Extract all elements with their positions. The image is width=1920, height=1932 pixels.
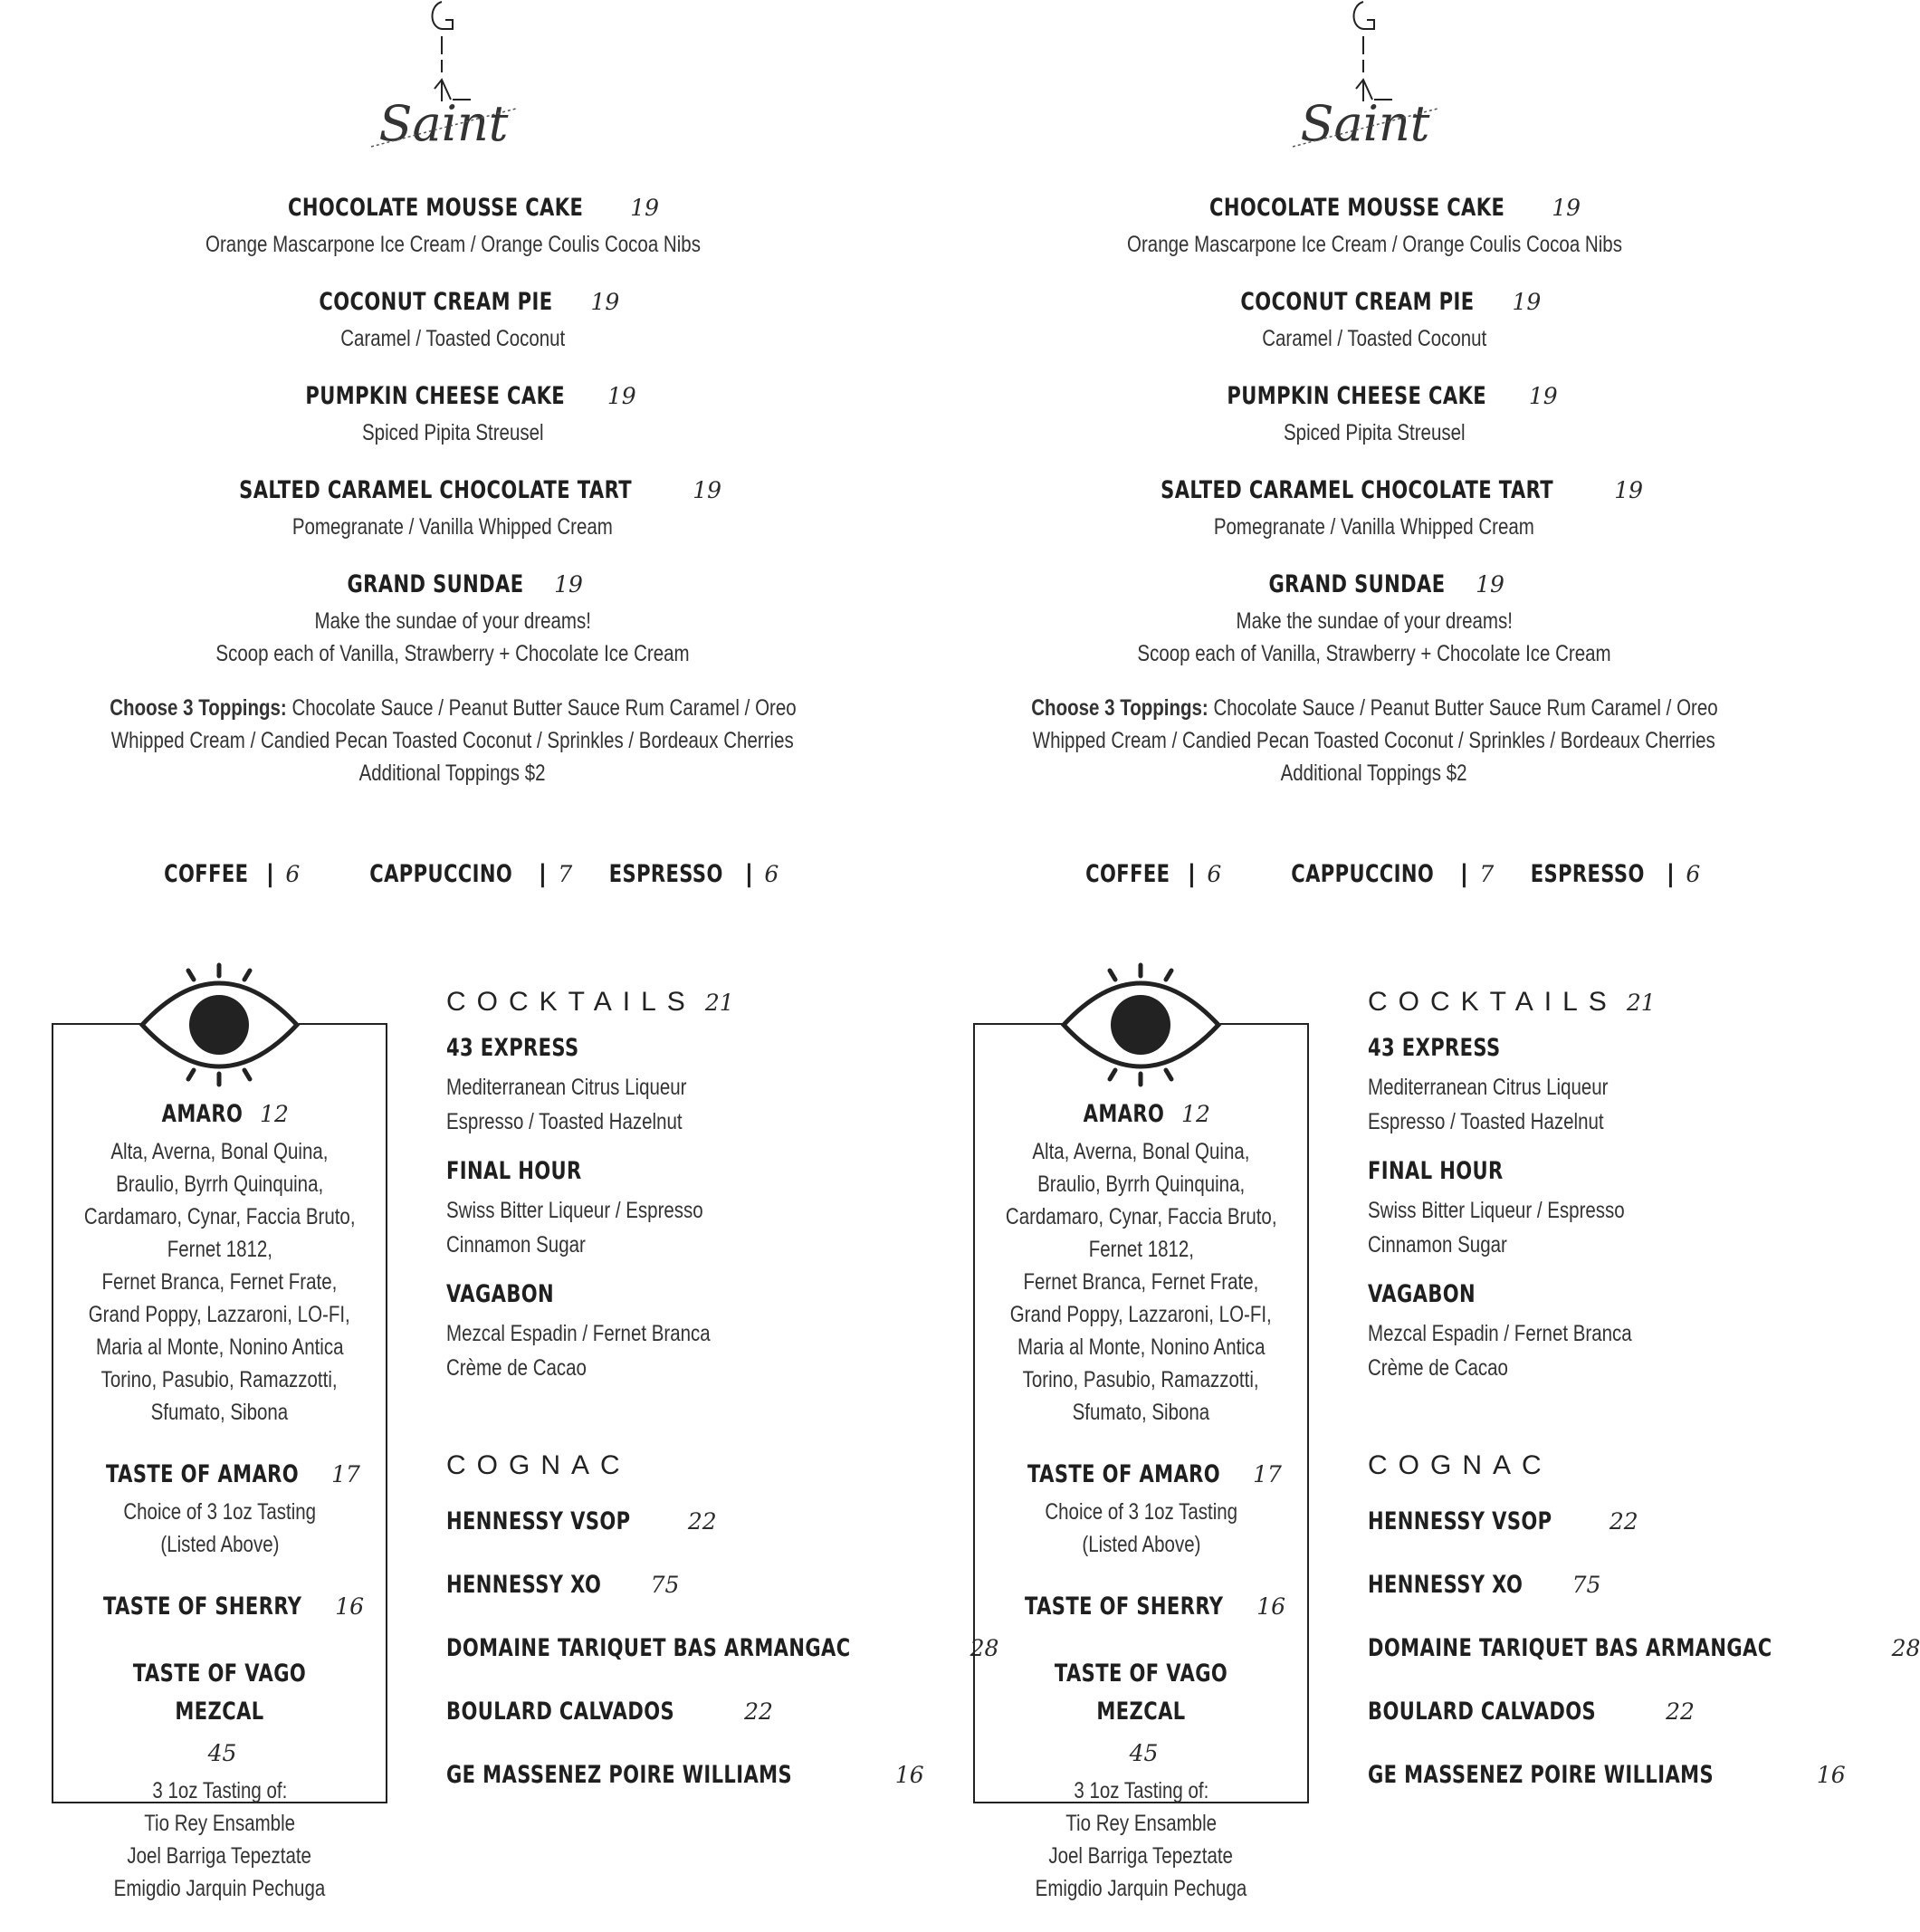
amaro-list <box>973 1095 1309 1932</box>
dessert-name: CHOCOLATE MOUSSE CAKE <box>287 194 584 222</box>
cocktails-title: COCKTAILS <box>1368 987 1618 1017</box>
dessert-item <box>922 473 1827 545</box>
toppings-line2: Whipped Cream / Candied Pecan Toasted Coconut / Sprinkles / Bordeaux Cherries <box>111 728 794 753</box>
cognac-item <box>446 1566 899 1608</box>
dessert-description-line <box>0 607 905 639</box>
cocktail-description: Crème de Cacao <box>446 1355 587 1381</box>
cognac-name: HENNESSY VSOP <box>1368 1507 1552 1535</box>
dessert-description: Orange Mascarpone Ice Cream / Orange Coulis Cocoa Nibs <box>205 232 701 257</box>
cognac-name: BOULARD CALVADOS <box>446 1698 675 1726</box>
dessert-name: GRAND SUNDAE <box>1268 570 1446 598</box>
amaro-list <box>52 1095 387 1932</box>
cognac-item <box>446 1503 899 1545</box>
dessert-price: 19 <box>1614 477 1643 503</box>
cognac-name: HENNESSY XO <box>1368 1571 1524 1599</box>
cognac-name: HENNESSY XO <box>446 1571 602 1599</box>
dessert-title-row <box>922 284 1827 324</box>
amaro-item-line <box>52 1202 387 1235</box>
amaro-title-row <box>973 1655 1309 1776</box>
amaro-item-line <box>52 1333 387 1365</box>
cocktail-description: Mediterranean Citrus Liqueur <box>1368 1075 1609 1100</box>
amaro-item-text: (Listed Above) <box>1081 1532 1201 1557</box>
cognac-price: 75 <box>1571 1572 1601 1598</box>
amaro-item-line <box>52 1841 387 1874</box>
amaro-item-line <box>973 1137 1309 1170</box>
amaro-item-text: Emigdio Jarquin Pechuga <box>1035 1876 1247 1901</box>
cognac-price: 22 <box>687 1508 717 1535</box>
dessert-name: PUMPKIN CHEESE CAKE <box>1227 382 1487 410</box>
cocktail-title-row <box>446 1028 899 1072</box>
logo-script-text: Saint <box>1300 95 1430 152</box>
hot-drink-item <box>1271 860 1494 888</box>
cocktail-name: VAGABON <box>446 1280 555 1308</box>
amaro-item-line <box>973 1776 1309 1809</box>
toppings-line3: Additional Toppings $2 <box>359 760 546 786</box>
hot-drink-separator: | <box>538 860 548 888</box>
dessert-description: Spiced Pipita Streusel <box>1283 420 1466 445</box>
cocktail-title-row <box>1368 1152 1820 1195</box>
amaro-title-row <box>973 1456 1309 1497</box>
dessert-description: Caramel / Toasted Coconut <box>339 326 566 351</box>
cocktail-description-line <box>1368 1353 1820 1387</box>
amaro-item-text: Cardamaro, Cynar, Faccia Bruto, <box>83 1204 356 1229</box>
cognac-price: 75 <box>650 1572 680 1598</box>
dessert-item <box>922 284 1827 357</box>
dessert-description-line <box>922 607 1827 639</box>
dessert-name: SALTED CARAMEL CHOCOLATE TART <box>1161 476 1554 504</box>
dessert-item <box>0 284 905 357</box>
dessert-name: CHOCOLATE MOUSSE CAKE <box>1208 194 1505 222</box>
dessert-description: Orange Mascarpone Ice Cream / Orange Coulis Cocoa Nibs <box>1126 232 1622 257</box>
amaro-item-line <box>52 1300 387 1333</box>
amaro-item-line <box>52 1874 387 1907</box>
cognac-title: COGNAC <box>446 1450 631 1480</box>
hot-drink-separator: | <box>744 860 754 888</box>
cocktail-name: FINAL HOUR <box>446 1157 582 1185</box>
cocktail-description-line <box>1368 1229 1820 1264</box>
dessert-description-line <box>922 418 1827 451</box>
cocktail-name: VAGABON <box>1368 1280 1476 1308</box>
cocktail-item <box>1368 1152 1820 1264</box>
eye-icon <box>1057 960 1225 1095</box>
toppings-label: Choose 3 Toppings: <box>109 695 287 721</box>
cocktail-title-row <box>446 1152 899 1195</box>
cognac-price: 22 <box>1609 1508 1638 1535</box>
dessert-description-line <box>922 512 1827 545</box>
amaro-item-price: 16 <box>335 1593 365 1620</box>
toppings-line-1: Chocolate Sauce / Peanut Butter Sauce Rum Caramel / Oreo <box>1212 695 1718 721</box>
cognac-item <box>1368 1630 1920 1671</box>
amaro-item-line <box>52 1235 387 1267</box>
dessert-name: GRAND SUNDAE <box>347 570 524 598</box>
amaro-item-name: TASTE OF SHERRY <box>1024 1592 1224 1621</box>
toppings-label: Choose 3 Toppings: <box>1030 695 1208 721</box>
amaro-item-name: TASTE OF AMARO <box>106 1460 300 1488</box>
cocktail-description: Cinnamon Sugar <box>446 1232 586 1258</box>
hot-drink-separator: | <box>265 860 275 888</box>
amaro-item-text: 3 1oz Tasting of: <box>1074 1778 1208 1803</box>
amaro-item-text: Cardamaro, Cynar, Faccia Bruto, <box>1005 1204 1277 1229</box>
hot-drink-item <box>152 860 300 888</box>
cognac-price: 28 <box>1891 1635 1920 1661</box>
dessert-name: COCONUT CREAM PIE <box>1240 288 1475 316</box>
hot-drink-price: 6 <box>1207 861 1222 887</box>
amaro-item-text: Joel Barriga Tepeztate <box>1048 1843 1234 1869</box>
hot-drink-item <box>349 860 572 888</box>
cocktail-item <box>1368 1028 1820 1141</box>
dessert-name: PUMPKIN CHEESE CAKE <box>305 382 566 410</box>
amaro-item-line <box>973 1267 1309 1300</box>
hot-drink-item <box>1514 860 1700 888</box>
amaro-item-text: Choice of 3 1oz Tasting <box>123 1499 316 1525</box>
amaro-item-line <box>973 1530 1309 1563</box>
dessert-item <box>922 378 1827 451</box>
amaro-item-line <box>973 1300 1309 1333</box>
amaro-item-text: Sfumato, Sibona <box>150 1400 289 1425</box>
amaro-item-price: 45 <box>1129 1740 1159 1766</box>
cocktail-description-line <box>446 1106 899 1141</box>
amaro-item-line <box>973 1398 1309 1430</box>
cognac-item <box>1368 1566 1820 1608</box>
right-column <box>1368 987 1920 1798</box>
cognac-list <box>446 1503 999 1798</box>
cocktail-description: Espresso / Toasted Hazelnut <box>1368 1109 1604 1134</box>
amaro-item-price: 45 <box>207 1740 237 1766</box>
cocktail-description: Mediterranean Citrus Liqueur <box>446 1075 687 1100</box>
hot-drink-price: 7 <box>1479 861 1495 887</box>
amaro-item-line <box>52 1776 387 1809</box>
dessert-item <box>0 567 905 672</box>
dessert-title-row <box>922 567 1827 607</box>
desserts-section <box>0 190 905 791</box>
hot-drink-name: ESPRESSO <box>1530 860 1645 888</box>
amaro-item-name: AMARO <box>161 1100 244 1128</box>
cognac-item <box>1368 1693 1820 1735</box>
amaro-title-row <box>52 1456 387 1497</box>
hot-drink-item <box>593 860 779 888</box>
amaro-title-row <box>52 1655 387 1776</box>
dessert-description-line <box>0 512 905 545</box>
amaro-item-line <box>52 1497 387 1530</box>
cocktail-description: Swiss Bitter Liqueur / Espresso <box>446 1198 703 1223</box>
amaro-item-price: 17 <box>1253 1461 1282 1487</box>
amaro-item-line <box>52 1137 387 1170</box>
hot-drink-name: CAPPUCCINO <box>369 860 513 888</box>
cognac-name: GE MASSENEZ POIRE WILLIAMS <box>446 1761 793 1789</box>
amaro-item-text: Fernet 1812, <box>1088 1237 1194 1262</box>
amaro-item-line <box>973 1170 1309 1202</box>
amaro-item-price: 12 <box>260 1101 289 1127</box>
cocktails-price: 21 <box>704 990 734 1016</box>
dessert-description: Scoop each of Vanilla, Strawberry + Chocolate Ice Cream <box>215 641 690 666</box>
cocktail-description-line <box>1368 1106 1820 1141</box>
dessert-price: 19 <box>607 383 636 409</box>
dessert-price: 19 <box>590 289 620 315</box>
toppings-line <box>0 759 905 791</box>
hot-drink-name: COFFEE <box>1085 860 1170 888</box>
toppings-text <box>110 693 796 723</box>
cocktail-item <box>446 1275 899 1387</box>
amaro-title-row <box>52 1095 387 1137</box>
amaro-box-item <box>52 1095 387 1430</box>
cocktail-description: Crème de Cacao <box>1368 1355 1508 1381</box>
toppings-line <box>0 726 905 759</box>
dessert-description-line <box>922 324 1827 357</box>
hot-drink-name: COFFEE <box>164 860 249 888</box>
amaro-item-text: Tio Rey Ensamble <box>144 1811 295 1836</box>
cognac-name: GE MASSENEZ POIRE WILLIAMS <box>1368 1761 1715 1789</box>
cognac-price: 16 <box>894 1762 924 1788</box>
cocktails-title: COCKTAILS <box>446 987 696 1017</box>
amaro-item-name: TASTE OF AMARO <box>1027 1460 1221 1488</box>
hot-drink-separator: | <box>1666 860 1676 888</box>
cocktails-price: 21 <box>1626 990 1656 1016</box>
dessert-price: 19 <box>630 195 660 221</box>
dessert-title-row <box>922 378 1827 418</box>
cognac-price: 16 <box>1816 1762 1846 1788</box>
amaro-box-item <box>52 1456 387 1563</box>
cocktail-title-row <box>1368 1275 1820 1318</box>
amaro-item-name: TASTE OF VAGO MEZCAL <box>1054 1659 1228 1726</box>
toppings-line <box>922 693 1827 726</box>
dessert-description: Pomegranate / Vanilla Whipped Cream <box>291 514 613 540</box>
cocktail-description-line <box>446 1072 899 1106</box>
dessert-description: Pomegranate / Vanilla Whipped Cream <box>1213 514 1534 540</box>
cocktail-description: Cinnamon Sugar <box>1368 1232 1507 1258</box>
dessert-description: Make the sundae of your dreams! <box>314 608 591 634</box>
dessert-price: 19 <box>1512 289 1542 315</box>
cognac-price: 22 <box>1666 1698 1695 1725</box>
cocktail-description: Swiss Bitter Liqueur / Espresso <box>1368 1198 1625 1223</box>
menu-panel-right <box>922 0 1920 1901</box>
cocktail-description-line <box>1368 1195 1820 1229</box>
dessert-item <box>0 378 905 451</box>
saint-logo <box>1256 0 1474 154</box>
dessert-description-line <box>0 230 905 263</box>
amaro-item-line <box>52 1530 387 1563</box>
cocktail-title-row <box>446 1275 899 1318</box>
cognac-heading <box>1368 1450 1820 1481</box>
cocktail-name: 43 EXPRESS <box>446 1034 579 1062</box>
dessert-price: 19 <box>554 571 583 598</box>
dessert-description: Make the sundae of your dreams! <box>1236 608 1513 634</box>
dessert-title-row <box>0 190 905 230</box>
dessert-description-line <box>0 324 905 357</box>
dessert-price: 19 <box>1528 383 1558 409</box>
cocktails-list <box>1368 1028 1820 1387</box>
cognac-name: DOMAINE TARIQUET BAS ARMANGAC <box>446 1634 851 1662</box>
hot-drink-separator: | <box>1187 860 1197 888</box>
cocktail-name: FINAL HOUR <box>1368 1157 1504 1185</box>
dessert-title-row <box>922 473 1827 512</box>
amaro-item-text: Grand Poppy, Lazzaroni, LO-FI, <box>88 1302 351 1327</box>
amaro-item-text: Braulio, Byrrh Quinquina, <box>1036 1172 1246 1197</box>
dessert-description-line <box>0 639 905 672</box>
toppings-line2: Whipped Cream / Candied Pecan Toasted Coconut / Sprinkles / Bordeaux Cherries <box>1033 728 1715 753</box>
cognac-item <box>446 1630 999 1671</box>
dessert-description-line <box>922 230 1827 263</box>
amaro-item-line <box>973 1874 1309 1907</box>
amaro-item-text: Alta, Averna, Bonal Quina, <box>1032 1139 1250 1164</box>
hot-drink-price: 6 <box>1686 861 1701 887</box>
toppings-line <box>0 693 905 726</box>
toppings-line3: Additional Toppings $2 <box>1281 760 1467 786</box>
hot-drink-price: 7 <box>558 861 573 887</box>
dessert-description: Caramel / Toasted Coconut <box>1261 326 1487 351</box>
dessert-item <box>0 190 905 263</box>
amaro-item-text: Tio Rey Ensamble <box>1065 1811 1217 1836</box>
amaro-box-item <box>52 1588 387 1630</box>
amaro-title-row <box>973 1588 1309 1630</box>
cognac-title: COGNAC <box>1368 1450 1552 1480</box>
cognac-name: BOULARD CALVADOS <box>1368 1698 1597 1726</box>
amaro-item-line <box>52 1365 387 1398</box>
amaro-item-name: TASTE OF SHERRY <box>102 1592 302 1621</box>
dessert-item <box>922 567 1827 672</box>
amaro-item-text: Braulio, Byrrh Quinquina, <box>115 1172 324 1197</box>
dessert-item <box>922 190 1827 263</box>
cocktail-name: 43 EXPRESS <box>1368 1034 1501 1062</box>
amaro-item-text: Maria al Monte, Nonino Antica <box>95 1334 344 1360</box>
cocktail-description-line <box>446 1353 899 1387</box>
amaro-item-price: 16 <box>1256 1593 1286 1620</box>
cognac-item <box>1368 1756 1846 1798</box>
amaro-item-text: (Listed Above) <box>159 1532 280 1557</box>
amaro-box-item <box>52 1655 387 1907</box>
amaro-item-text: Joel Barriga Tepeztate <box>127 1843 312 1869</box>
cocktail-description-line <box>446 1229 899 1264</box>
saint-logo <box>335 0 552 154</box>
amaro-item-line <box>973 1365 1309 1398</box>
desserts-section <box>922 190 1827 791</box>
amaro-item-text: Sfumato, Sibona <box>1072 1400 1210 1425</box>
amaro-item-name: AMARO <box>1083 1100 1165 1128</box>
dessert-description: Scoop each of Vanilla, Strawberry + Chocolate Ice Cream <box>1137 641 1611 666</box>
amaro-title-row <box>973 1095 1309 1137</box>
amaro-item-line <box>973 1809 1309 1841</box>
hot-drink-name: ESPRESSO <box>608 860 723 888</box>
amaro-item-text: 3 1oz Tasting of: <box>152 1778 287 1803</box>
dessert-price: 19 <box>1552 195 1581 221</box>
amaro-item-text: Torino, Pasubio, Ramazzotti, <box>101 1367 338 1392</box>
cognac-price: 28 <box>970 1635 999 1661</box>
amaro-item-line <box>52 1809 387 1841</box>
cocktail-item <box>1368 1275 1820 1387</box>
toppings-text <box>1031 693 1717 723</box>
cocktail-title-row <box>1368 1028 1820 1072</box>
cognac-name: DOMAINE TARIQUET BAS ARMANGAC <box>1368 1634 1772 1662</box>
amaro-item-line <box>973 1841 1309 1874</box>
logo-script-text: Saint <box>378 95 509 152</box>
cocktail-description-line <box>1368 1318 1820 1353</box>
amaro-item-price: 17 <box>331 1461 360 1487</box>
cognac-price: 22 <box>744 1698 773 1725</box>
cocktail-description-line <box>446 1195 899 1229</box>
cocktail-item <box>446 1152 899 1264</box>
amaro-box-item <box>973 1588 1309 1630</box>
dessert-price: 19 <box>693 477 721 503</box>
cocktail-item <box>446 1028 899 1141</box>
amaro-item-text: Fernet 1812, <box>167 1237 272 1262</box>
amaro-item-text: Emigdio Jarquin Pechuga <box>113 1876 326 1901</box>
amaro-item-text: Maria al Monte, Nonino Antica <box>1017 1334 1266 1360</box>
cocktails-heading <box>446 987 899 1018</box>
amaro-item-text: Alta, Averna, Bonal Quina, <box>110 1139 329 1164</box>
cocktails-list <box>446 1028 899 1387</box>
toppings-line-1: Chocolate Sauce / Peanut Butter Sauce Rum Caramel / Oreo <box>291 695 797 721</box>
right-column <box>446 987 999 1798</box>
amaro-item-text: Fernet Branca, Fernet Frate, <box>101 1269 338 1295</box>
dessert-title-row <box>0 284 905 324</box>
cognac-heading <box>446 1450 899 1481</box>
amaro-box-item <box>973 1456 1309 1563</box>
amaro-item-line <box>52 1170 387 1202</box>
cocktail-description: Mezcal Espadin / Fernet Branca <box>446 1321 711 1346</box>
amaro-item-line <box>973 1235 1309 1267</box>
amaro-item-text: Grand Poppy, Lazzaroni, LO-FI, <box>1009 1302 1273 1327</box>
cocktail-description: Espresso / Toasted Hazelnut <box>446 1109 683 1134</box>
amaro-title-row <box>52 1588 387 1630</box>
toppings-line <box>922 726 1827 759</box>
amaro-item-line <box>52 1398 387 1430</box>
hot-drink-price: 6 <box>764 861 779 887</box>
cocktail-description-line <box>446 1318 899 1353</box>
amaro-item-text: Torino, Pasubio, Ramazzotti, <box>1023 1367 1259 1392</box>
amaro-item-text: Choice of 3 1oz Tasting <box>1045 1499 1237 1525</box>
amaro-item-text: Fernet Branca, Fernet Frate, <box>1023 1269 1259 1295</box>
dessert-item <box>0 473 905 545</box>
dessert-name: COCONUT CREAM PIE <box>319 288 553 316</box>
cognac-item <box>1368 1503 1820 1545</box>
hot-drink-item <box>1074 860 1221 888</box>
dessert-title-row <box>0 567 905 607</box>
dessert-title-row <box>922 190 1827 230</box>
dessert-title-row <box>0 473 905 512</box>
toppings-line <box>922 759 1827 791</box>
amaro-item-line <box>973 1202 1309 1235</box>
dessert-price: 19 <box>1476 571 1504 598</box>
cognac-item <box>446 1756 924 1798</box>
amaro-item-line <box>973 1497 1309 1530</box>
cocktail-description-line <box>1368 1072 1820 1106</box>
dessert-title-row <box>0 378 905 418</box>
dessert-description-line <box>922 639 1827 672</box>
amaro-box-item <box>973 1655 1309 1907</box>
hot-drink-name: CAPPUCCINO <box>1291 860 1435 888</box>
dessert-description-line <box>0 418 905 451</box>
dessert-description: Spiced Pipita Streusel <box>361 420 544 445</box>
hot-drink-separator: | <box>1459 860 1469 888</box>
cognac-name: HENNESSY VSOP <box>446 1507 631 1535</box>
cocktails-heading <box>1368 987 1820 1018</box>
eye-icon <box>136 960 303 1095</box>
amaro-item-price: 12 <box>1181 1101 1210 1127</box>
cognac-item <box>446 1693 899 1735</box>
cocktail-description: Mezcal Espadin / Fernet Branca <box>1368 1321 1632 1346</box>
hot-drink-price: 6 <box>285 861 301 887</box>
amaro-item-line <box>52 1267 387 1300</box>
amaro-box-item <box>973 1095 1309 1430</box>
dessert-name: SALTED CARAMEL CHOCOLATE TART <box>239 476 633 504</box>
cognac-list <box>1368 1503 1920 1798</box>
amaro-item-name: TASTE OF VAGO MEZCAL <box>132 1659 307 1726</box>
amaro-item-line <box>973 1333 1309 1365</box>
